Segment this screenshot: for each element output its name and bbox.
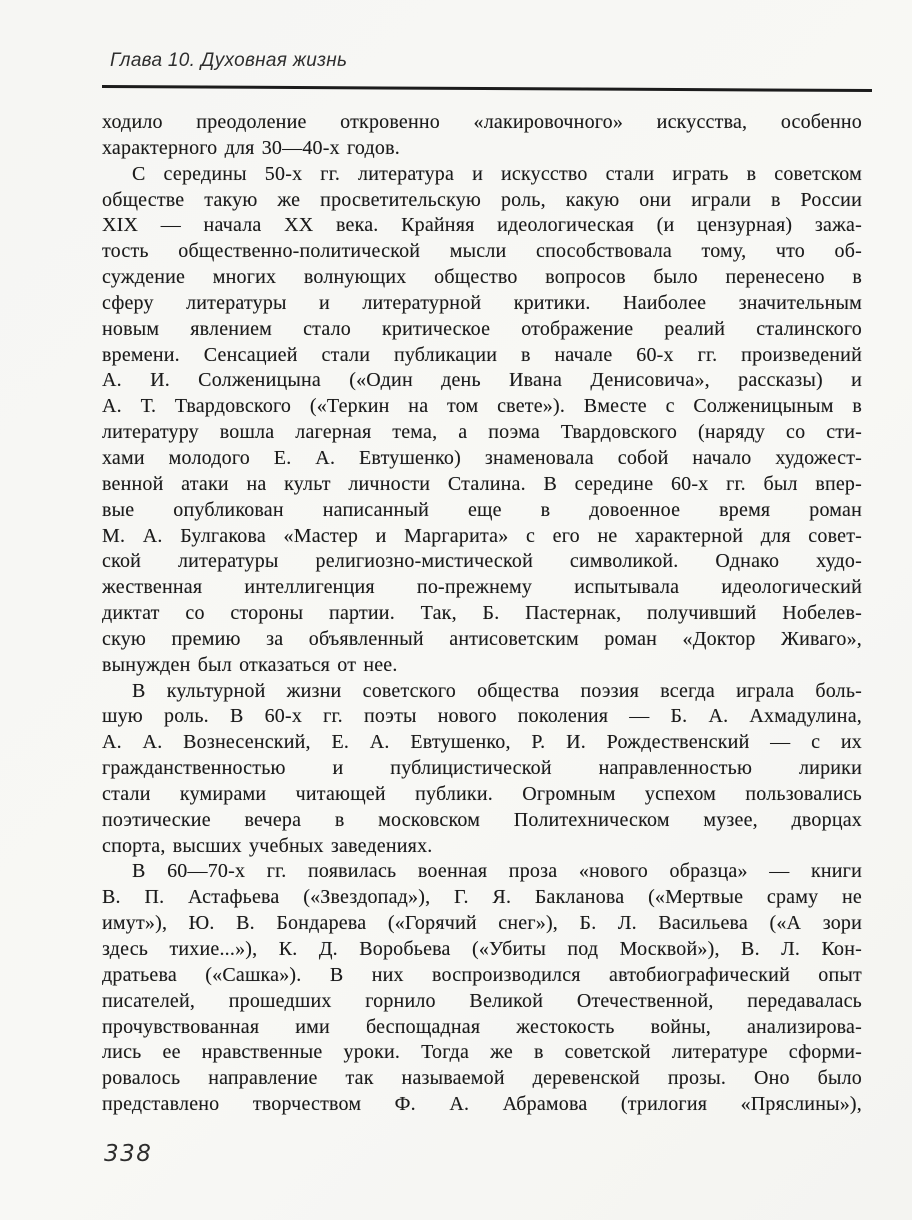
text-line: А. И. Солженицына («Один день Ивана Денисовича», рассказы) и — [102, 369, 862, 392]
text-line: представлено творчеством Ф. А. Абрамова (трилогия «Пряслины»), — [102, 1093, 862, 1116]
text-line: гражданственностью и публицистической направленностью лирики — [102, 757, 862, 780]
text-line: В культурной жизни советского общества поэзия всегда играла боль- — [132, 679, 862, 702]
text-line: дратьева («Сашка»). В них воспроизводился автобиографический опыт — [102, 963, 862, 986]
text-line: лись ее нравственные уроки. Тогда же в советской литературе сформи- — [102, 1041, 862, 1064]
text-line: М. А. Булгакова «Мастер и Маргарита» с его не характерной для совет- — [102, 524, 862, 547]
text-line: венной атаки на культ личности Сталина. В середине 60-х гг. был впер- — [102, 472, 862, 495]
text-line: имут»), Ю. В. Бондарева («Горячий снег»), Б. Л. Васильева («А зори — [102, 912, 862, 935]
text-line: В. П. Астафьева («Звездопад»), Г. Я. Бакланова («Мертвые сраму не — [102, 886, 862, 909]
text-line: хами молодого Е. А. Евтушенко) знаменовала собой начало художест- — [102, 446, 862, 469]
text-line: А. Т. Твардовского («Теркин на том свете»). Вместе с Солженицыным в — [102, 395, 862, 418]
text-line: скую премию за объявленный антисоветским роман «Доктор Живаго», — [102, 627, 862, 650]
running-head-chapter-title: Глава 10. Духовная жизнь — [110, 50, 348, 71]
text-line: А. А. Вознесенский, Е. А. Евтушенко, Р. И. Рождественский — с их — [102, 731, 862, 754]
text-line: здесь тихие...»), К. Д. Воробьева («Убиты под Москвой»), В. Л. Кон- — [102, 938, 862, 960]
text-line: сферу литературы и литературной критики. Наиболее значительным — [102, 291, 862, 314]
text-line: прочувствованная ими беспощадная жестокость войны, анализирова- — [102, 1015, 862, 1038]
text-line: С середины 50-х гг. литература и искусство стали играть в советском — [132, 162, 862, 185]
text-line: обществе такую же просветительскую роль, какую они играли в России — [102, 188, 862, 211]
text-line: диктат со стороны партии. Так, Б. Пастернак, получивший Нобелев- — [102, 602, 862, 625]
text-line: новым явлением стало критическое отображение реалий сталинского — [102, 317, 862, 340]
text-line: стали кумирами читающей публики. Огромным успехом пользовались — [102, 782, 862, 805]
text-line: жественная интеллигенция по-прежнему испытывала идеологический — [102, 576, 862, 599]
text-line: тость общественно-политической мысли способствовала тому, что об- — [102, 240, 862, 263]
text-line: времени. Сенсацией стали публикации в начале 60-х гг. произведений — [102, 343, 862, 366]
body-text-block — [102, 110, 862, 1118]
text-line: В 60—70-х гг. появилась военная проза «нового образца» — книги — [132, 860, 862, 883]
text-line: ходило преодоление откровенно «лакировочного» искусства, особенно — [102, 111, 862, 133]
text-line: ровалось направление так называемой деревенской прозы. Оно было — [102, 1067, 862, 1090]
text-line: поэтические вечера в московском Политехническом музее, дворцах — [102, 808, 862, 831]
text-line: XIX — начала XX века. Крайняя идеологическая (и цензурная) зажа- — [102, 214, 862, 237]
text-line: суждение многих волнующих общество вопросов было перенесено в — [102, 266, 862, 289]
text-line: литературу вошла лагерная тема, а поэма Твардовского (наряду со сти- — [102, 421, 862, 444]
text-line: характерного для 30—40-х годов. — [102, 136, 400, 159]
text-line: ской литературы религиозно-мистической символикой. Однако худо- — [102, 550, 862, 573]
header-rule — [102, 85, 872, 92]
text-line: вынужден был отказаться от нее. — [102, 653, 398, 676]
text-line: шую роль. В 60-х гг. поэты нового поколения — Б. А. Ахмадулина, — [102, 705, 862, 728]
page-number: 338 — [104, 1141, 153, 1167]
text-line: вые опубликован написанный еще в довоенное время роман — [102, 498, 862, 521]
text-line: спорта, высших учебных заведениях. — [102, 834, 433, 857]
text-line: писателей, прошедших горнило Великой Отечественной, передавалась — [102, 989, 862, 1012]
